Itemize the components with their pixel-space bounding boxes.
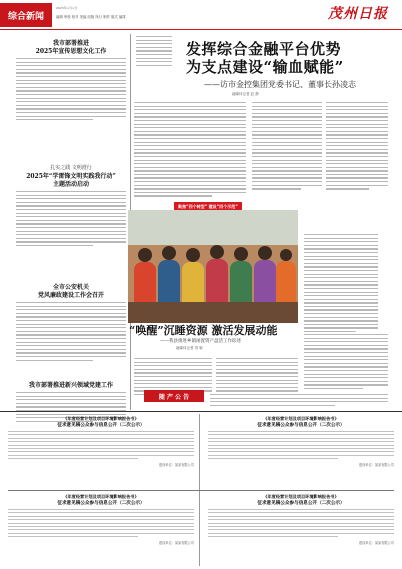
legal-notice-org: 建设单位：某某有限公司 xyxy=(358,462,394,467)
legal-notice-subtitle: 征求意见稿公众参与信息公开（二次公示） xyxy=(57,501,145,506)
legal-notice-subtitle: 征求意见稿公众参与信息公开（二次公示） xyxy=(57,423,145,428)
header-rule xyxy=(0,29,402,30)
lead-title-line: 发挥综合金融平台优势 xyxy=(186,40,342,58)
lead-story-subtitle: ——访市金控集团党委书记、董事长孙凌志 xyxy=(204,80,356,89)
feature-subtitle: ——我县推进乡镇闲置资产盘活工作综述 xyxy=(160,339,241,344)
legal-notice-org: 建设单位：某某有限公司 xyxy=(158,540,194,545)
lead-body-column-2 xyxy=(252,100,322,192)
legal-notice-title: 《年度经营计划及项目环境影响报告书》 xyxy=(63,416,139,421)
legal-notice-subtitle: 征求意见稿公众参与信息公开（二次公示） xyxy=(257,423,345,428)
editor-line: 编辑 审校 校对 美编 组版 执行 制作 版式 编排 xyxy=(56,15,126,19)
legal-notice xyxy=(208,494,394,545)
section-tab: 综合新闻 xyxy=(0,3,52,27)
story-headline: 主题活动启动 xyxy=(52,181,89,188)
body-text xyxy=(16,191,126,246)
legal-notice-org: 建设单位：某某有限公司 xyxy=(158,462,194,467)
legal-notice-org: 建设单位：某某有限公司 xyxy=(358,540,394,545)
feature-byline: 融媒体记者 刘 敏 xyxy=(176,346,203,350)
legal-notice xyxy=(8,416,194,467)
feature-body-3 xyxy=(304,332,388,392)
story-headline: 我市部署推进 xyxy=(52,40,89,47)
body-text xyxy=(16,58,126,120)
notice-body xyxy=(210,392,388,408)
story-lei-feng-campaign xyxy=(16,164,126,249)
story-headline: 我市部署推进新兴领域党建工作 xyxy=(28,382,113,389)
legal-notice xyxy=(8,494,194,545)
body-text xyxy=(16,302,126,361)
lead-story-title xyxy=(186,40,344,76)
page-header xyxy=(0,0,402,30)
lead-body-column-1 xyxy=(134,100,246,199)
legal-section-rule xyxy=(0,411,402,412)
notice-label: 随 产 公 告 xyxy=(144,390,204,402)
story-headline: 党风廉政建设工作会召开 xyxy=(37,292,104,299)
story-police-conference xyxy=(16,284,126,363)
mid-text-column xyxy=(136,34,172,68)
story-headline: 2025年宣传思想文化工作 xyxy=(35,48,107,55)
newspaper-masthead: 茂州日报 xyxy=(328,6,388,22)
legal-notice-title: 《年度经营计划及项目环境影响报告书》 xyxy=(263,494,339,499)
story-propaganda-work xyxy=(16,40,126,123)
legal-notice-subtitle: 征求意见稿公众参与信息公开（二次公示） xyxy=(257,501,345,506)
story-headline: 2025年“学雷锋文明实践我行动” xyxy=(26,173,116,180)
lead-body-column-3 xyxy=(326,100,388,192)
issue-date: 2023年×月×日 xyxy=(56,6,78,10)
banner-text: 聚焦“四个转型” 建设“四个示范” xyxy=(178,204,238,209)
news-photo-children xyxy=(128,210,298,323)
right-side-text xyxy=(304,232,378,335)
legal-notice-title: 《年度经营计划及项目环境影响报告书》 xyxy=(263,416,339,421)
legal-notice xyxy=(208,416,394,467)
legal-row-rule xyxy=(8,490,394,491)
legal-notice-title: 《年度经营计划及项目环境影响报告书》 xyxy=(63,494,139,499)
feature-title: “唤醒”沉睡资源 激活发展动能 xyxy=(129,324,278,337)
story-headline: 全市公安机关 xyxy=(52,284,89,291)
lead-story-byline: 融媒体记者 赵 静 xyxy=(232,92,259,96)
story-kicker: 扎实之践 文明澄行 xyxy=(50,165,92,171)
lead-title-line: 为支点建设“输血赋能” xyxy=(186,58,344,76)
